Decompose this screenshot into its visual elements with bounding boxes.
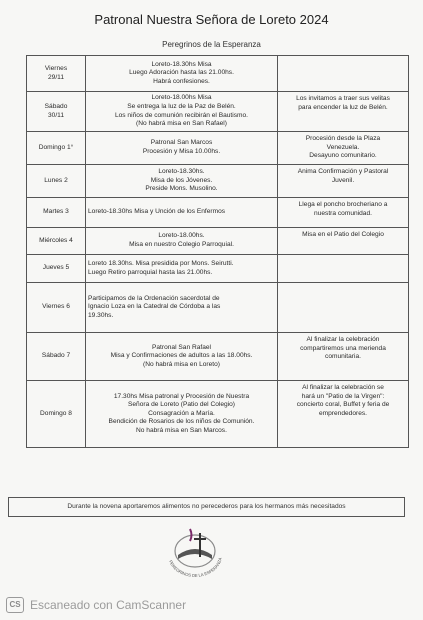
schedule-row bbox=[27, 92, 409, 132]
activity-line: Bendición de Rosarios de los niños de Comunión. bbox=[108, 418, 255, 426]
activity-line: Se entrega la luz de la Paz de Belén. bbox=[127, 102, 236, 110]
logo bbox=[160, 525, 230, 585]
scanner-watermark bbox=[6, 596, 186, 614]
note-line: Venezuela. bbox=[326, 143, 360, 151]
activity-cell bbox=[86, 56, 278, 92]
activity-line: Procesión y Misa 10.00hs. bbox=[142, 148, 221, 155]
note-cell bbox=[278, 381, 409, 448]
activity-cell bbox=[86, 165, 278, 198]
activity-line: Misa y Confirmaciones de adultos a las 18.00hs. bbox=[110, 352, 253, 360]
note-line: Anima Confirmación y Pastoral bbox=[297, 168, 389, 175]
activity-line: Habrá confesiones. bbox=[153, 77, 210, 85]
day-line: 30/11 bbox=[47, 111, 64, 119]
activity-cell bbox=[86, 255, 278, 283]
activity-line: Patronal San Rafael bbox=[151, 343, 211, 351]
note-line: hará un "Patio de la Virgen": bbox=[301, 392, 385, 400]
activity-line: Loreto-18.30hs. bbox=[158, 168, 205, 176]
note-line: Al finalizar la celebración se bbox=[302, 384, 384, 391]
scanner-text: Escaneado con CamScanner bbox=[30, 598, 187, 612]
day-line: 29/11 bbox=[47, 73, 64, 81]
note-cell bbox=[278, 56, 409, 92]
day-cell bbox=[27, 283, 86, 333]
schedule-row bbox=[27, 381, 409, 448]
activity-cell bbox=[86, 132, 278, 165]
schedule-row bbox=[27, 228, 409, 255]
activity-line: Preside Mons. Musolino. bbox=[145, 185, 218, 193]
note-cell bbox=[278, 132, 409, 165]
note-line: Al finalizar la celebración bbox=[306, 336, 380, 343]
note-cell bbox=[278, 198, 409, 228]
schedule-row bbox=[27, 165, 409, 198]
schedule-row bbox=[27, 56, 409, 92]
note-line: para encender la luz de Belén. bbox=[298, 103, 388, 111]
activity-line: 17.30hs Misa patronal y Procesión de Nuestra bbox=[113, 392, 250, 400]
note-cell bbox=[278, 333, 409, 381]
activity-cell bbox=[86, 198, 278, 228]
activity-line: Loreto-18.30hs Misa y Unción de los Enfermos bbox=[88, 208, 226, 216]
note-cell bbox=[278, 228, 409, 255]
activity-line: Señora de Loreto (Patio del Colegio) bbox=[127, 401, 236, 409]
note-line: Procesión desde la Plaza bbox=[305, 135, 381, 142]
day-cell bbox=[27, 198, 86, 228]
note-line: Desayuno comunitario. bbox=[309, 152, 377, 160]
activity-cell bbox=[86, 283, 278, 333]
activity-line: (No habrá misa en San Rafael) bbox=[136, 120, 227, 128]
day-cell bbox=[27, 56, 86, 92]
activity-line: No habrá misa en San Marcos. bbox=[136, 426, 227, 434]
note-line: emprendedores. bbox=[318, 409, 368, 417]
day-cell bbox=[27, 132, 86, 165]
schedule-row bbox=[27, 132, 409, 165]
day-line: Viernes bbox=[44, 64, 68, 72]
schedule-row bbox=[27, 198, 409, 228]
schedule-table bbox=[26, 55, 409, 448]
day-cell bbox=[27, 381, 86, 448]
schedule-row bbox=[27, 333, 409, 381]
note-line: concierto coral, Buffet y feria de bbox=[296, 401, 390, 409]
schedule-row bbox=[27, 283, 409, 333]
day-cell bbox=[27, 165, 86, 198]
page-subtitle: Peregrinos de la Esperanza bbox=[162, 40, 261, 49]
activity-cell bbox=[86, 228, 278, 255]
note-line: Los invitamos a traer sus velitas bbox=[296, 95, 390, 102]
activity-line: 19.30hs. bbox=[88, 311, 114, 319]
note-line: compartiremos una merienda bbox=[300, 344, 386, 352]
activity-line: Loreto-18.30hs Misa bbox=[151, 60, 212, 68]
day-line: Miércoles 4 bbox=[39, 236, 73, 244]
note-line: Llega el poncho brocheriano a bbox=[298, 201, 388, 208]
day-line: Sábado bbox=[44, 102, 68, 110]
note-cell bbox=[278, 92, 409, 132]
day-line: Viernes 6 bbox=[42, 303, 70, 311]
note-line: comunitaria. bbox=[325, 353, 361, 361]
day-line: Lunes 2 bbox=[44, 176, 68, 184]
activity-line: Loreto 18.30hs. Misa presidida por Mons. Seirutti. bbox=[88, 259, 234, 267]
camscanner-icon: CS bbox=[6, 597, 24, 613]
logo-text: PEREGRINOS DE LA ESPERANZA bbox=[168, 556, 223, 579]
activity-line: Consagración a María. bbox=[148, 409, 215, 417]
footer-note: Durante la novena aportaremos alimentos no perecederos para los hermanos más necesitados bbox=[8, 497, 405, 517]
note-cell bbox=[278, 255, 409, 283]
activity-line: Misa en nuestro Colegio Parroquial. bbox=[129, 241, 234, 248]
day-cell bbox=[27, 255, 86, 283]
activity-line: Participamos de la Ordenación sacerdotal de bbox=[88, 294, 220, 302]
note-line: Juvenil. bbox=[331, 176, 355, 184]
day-line: Jueves 5 bbox=[42, 264, 70, 272]
activity-cell bbox=[86, 92, 278, 132]
activity-line: Luego Retiro parroquial hasta las 21.00hs. bbox=[88, 268, 213, 276]
day-line: Sábado 7 bbox=[41, 352, 71, 360]
note-cell bbox=[278, 283, 409, 333]
schedule-row bbox=[27, 255, 409, 283]
activity-line: Luego Adoración hasta las 21.00hs. bbox=[129, 69, 234, 77]
activity-line: (No habrá misa en Loreto) bbox=[143, 360, 220, 368]
activity-line: Loreto-18.00hs. bbox=[158, 232, 205, 240]
activity-cell bbox=[86, 381, 278, 448]
day-cell bbox=[27, 228, 86, 255]
activity-line: Los niños de comunión recibirán el Bautismo. bbox=[114, 111, 249, 119]
logo-wave bbox=[178, 549, 212, 559]
activity-line: Patronal San Marcos bbox=[150, 139, 213, 147]
day-line: Martes 3 bbox=[43, 208, 69, 216]
day-cell bbox=[27, 92, 86, 132]
activity-line: Loreto-18.00hs Misa bbox=[151, 94, 212, 102]
day-line: Domingo 1° bbox=[38, 143, 74, 151]
note-cell bbox=[278, 165, 409, 198]
day-line: Domingo 8 bbox=[40, 409, 72, 417]
day-cell bbox=[27, 333, 86, 381]
logo-graphic bbox=[160, 525, 230, 585]
note-line: Misa en el Patio del Colegio bbox=[302, 231, 384, 238]
note-line: nuestra comunidad. bbox=[314, 209, 372, 217]
activity-cell bbox=[86, 333, 278, 381]
activity-line: Misa de los Jóvenes. bbox=[150, 176, 213, 184]
page-title: Patronal Nuestra Señora de Loreto 2024 bbox=[94, 12, 329, 27]
activity-line: Ignacio Loza en la Catedral de Córdoba a las bbox=[88, 303, 221, 311]
